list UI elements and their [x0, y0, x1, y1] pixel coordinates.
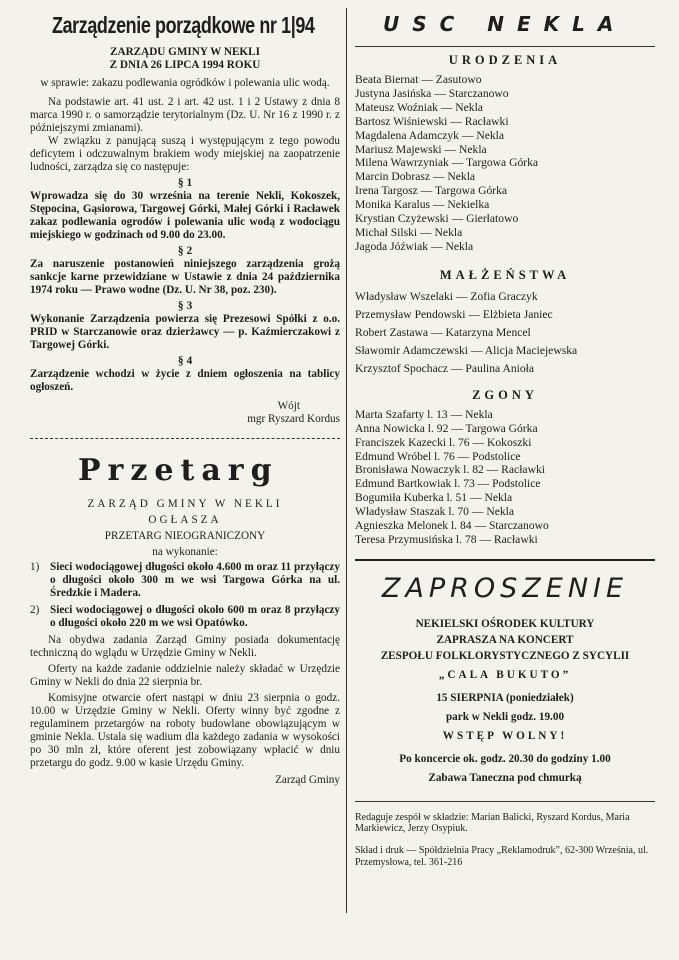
- list-item: Irena Targosz — Targowa Górka: [355, 184, 508, 198]
- issuer-line2: Z DNIA 26 LIPCA 1994 ROKU: [109, 59, 261, 71]
- list-item: Anna Nowicka l. 92 — Targowa Górka: [355, 421, 538, 435]
- list-item: Marcin Dobrasz — Nekla: [355, 170, 476, 184]
- issuer-line1: ZARZĄDU GMINY W NEKLI: [110, 46, 260, 58]
- list-item: Milena Wawrzyniak — Targowa Górka: [355, 156, 539, 170]
- invitation-title: ZAPROSZENIE: [381, 572, 629, 604]
- tender-announces: OGŁASZA: [148, 514, 222, 526]
- list-item: Bartosz Wiśniewski — Racławki: [355, 114, 509, 128]
- list-item: Edmund Bartkowiak l. 73 — Podstolice: [355, 477, 541, 491]
- section-divider-left: [30, 438, 340, 439]
- list-item: Sławomir Adamczewski — Alicja Maciejewska: [355, 343, 578, 357]
- list-item: Monika Karalus — Nekielka: [355, 198, 490, 212]
- ordinance-subject: w sprawie: zakazu podlewania ogródków i polewania ulic wodą.: [40, 77, 330, 89]
- list-item: Jagoda Jóźwiak — Nekla: [355, 239, 474, 253]
- footer-divider: [355, 801, 655, 802]
- tender-for: na wykonanie:: [152, 546, 218, 558]
- list-item: Mariusz Majewski — Nekla: [355, 142, 487, 156]
- editorial-credits: Redaguje zespół w składzie: Marian Balicki, Ryszard Kordus, Maria Markiewicz, Jerzy Osypiuk.: [355, 811, 630, 835]
- list-item: Robert Zastawa — Katarzyna Mencel: [355, 325, 531, 339]
- par2-text: Za naruszenie postanowień niniejszego zarządzenia grożą sankcje karne przewidziane w Ustawie z dnia 24 października 1974 roku — Prawo wodne (Dz. U. Nr 38, poz. 230).: [30, 258, 340, 296]
- usc-divider: [355, 46, 655, 47]
- par2-mark: § 2: [177, 245, 193, 257]
- signature-name: mgr Ryszard Kordus: [247, 413, 340, 425]
- list-item: [30, 561, 340, 600]
- item-number: 1): [30, 561, 40, 573]
- list-item: Marta Szafarty l. 13 — Nekla: [355, 407, 493, 421]
- par4-text: Zarządzenie wchodzi w życie z dniem ogłoszenia na tablicy ogłoszeń.: [30, 368, 340, 393]
- list-item: Władysław Wszelaki — Zofia Graczyk: [355, 289, 538, 303]
- deaths-header: ZGONY: [472, 387, 538, 402]
- ordinance-title: Zarządzenie porządkowe nr 1|94: [52, 12, 315, 38]
- par1-mark: § 1: [177, 177, 193, 189]
- invitation-line1: NEKIELSKI OŚRODEK KULTURY: [415, 617, 595, 630]
- tender-org: ZARZĄD GMINY W NEKLI: [87, 498, 283, 510]
- tender-p2: Oferty na każde zadanie oddzielnie należy składać w Urzędzie Gminy w Nekli do dnia 22 sierpnia br.: [30, 663, 340, 688]
- list-item: Edmund Wróbel l. 76 — Podstolice: [355, 449, 521, 463]
- par3-mark: § 3: [177, 300, 193, 312]
- births-header: URODZENIA: [448, 53, 562, 67]
- list-item: Bogumiła Kuberka l. 51 — Nekla: [355, 491, 513, 505]
- marriages-list: [355, 288, 655, 378]
- invitation-divider: [355, 559, 655, 561]
- list-item: Franciszek Kazecki l. 76 — Kokoszki: [355, 435, 532, 449]
- list-item: Mateusz Woźniak — Nekla: [355, 100, 483, 114]
- tender-items: [30, 561, 340, 630]
- right-column: [355, 8, 655, 878]
- ordinance-intro2: W związku z panującą suszą i występującym z tego powodu deficytem i odczuwalnym brakiem wody miejskiej na zaopatrzenie ludności, zarządza się co następuje:: [30, 135, 340, 173]
- invitation-line8: Po koncercie ok. godz. 20.30 do godziny 1.00: [399, 752, 611, 765]
- item-text: Sieci wodociągowej o długości około 600 m oraz 8 przyłączy o długości około 220 m we wsi Opatówko.: [50, 604, 340, 629]
- tender-title: Przetarg: [78, 453, 279, 488]
- invitation-line6: park w Nekli godz. 19.00: [445, 710, 565, 723]
- column-divider: [346, 8, 347, 913]
- invitation-line3: ZESPOŁU FOLKLORYSTYCZNEGO Z SYCYLII: [380, 649, 630, 662]
- list-item: Bronisława Nowaczyk l. 82 — Racławki: [355, 463, 545, 477]
- list-item: Władysław Staszak l. 70 — Nekla: [355, 505, 515, 519]
- tender-signature: Zarząd Gminy: [275, 774, 340, 786]
- signature-role: Wójt: [277, 400, 300, 412]
- tender-p1: Na obydwa zadania Zarząd Gminy posiada dokumentację techniczną do wglądu w Urzędzie Gminy w Nekli.: [30, 634, 340, 659]
- par1-text: Wprowadza się do 30 września na terenie Nekli, Kokoszek, Stępocina, Gąsiorowa, Targowej Górki, Małej Górki i Racławek zakaz podlewania ogrodów i polewania ulic wodą z wodociągu miejskiego w godzinach od 9.00 do 23.00.: [30, 190, 340, 241]
- usc-title: USC NEKLA: [383, 12, 627, 36]
- list-item: Michał Silski — Nekla: [355, 225, 463, 239]
- ordinance-intro1: Na podstawie art. 41 ust. 2 i art. 42 ust. 1 i 2 Ustawy z dnia 8 marca 1990 r. o samorządzie terytorialnym (Dz. U. Nr 16 z 1990 r. z późniejszymi zmianami).: [30, 96, 340, 134]
- left-column: [30, 8, 340, 787]
- invitation-line5: 15 SIERPNIA (poniedziałek): [436, 691, 574, 704]
- list-item: Krzysztof Spochacz — Paulina Anioła: [355, 361, 535, 375]
- list-item: Beata Biernat — Zasutowo: [355, 73, 482, 86]
- invitation-line4: „CALA BUKUTO”: [438, 668, 572, 681]
- invitation-line9: Zabawa Taneczna pod chmurką: [428, 771, 582, 784]
- invitation-line7: WSTĘP WOLNY!: [442, 729, 568, 742]
- list-item: Justyna Jasińska — Starczanowo: [355, 86, 509, 100]
- item-text: Sieci wodociągowej długości około 4.600 m oraz 11 przyłączy o długości około 300 m we wsi Targowa Górka na ul. Średzkie i Madera.: [50, 561, 340, 599]
- list-item: Przemysław Pendowski — Elżbieta Janiec: [355, 307, 553, 321]
- print-credits: Skład i druk — Spółdzielnia Pracy „Reklamodruk”, 62-300 Września, ul. Przemysłowa, tel. 361-216: [355, 845, 649, 868]
- list-item: Agnieszka Melonek l. 84 — Starczanowo: [355, 519, 549, 533]
- births-list: [355, 73, 655, 254]
- list-item: [30, 604, 340, 630]
- item-number: 2): [30, 604, 40, 616]
- list-item: Magdalena Adamczyk — Nekla: [355, 128, 505, 142]
- tender-type: PRZETARG NIEOGRANICZONY: [104, 530, 266, 542]
- par4-mark: § 4: [177, 355, 193, 367]
- tender-p3: Komisyjne otwarcie ofert nastąpi w dniu 23 sierpnia o godz. 10.00 w Urzędzie Gminy w Nekli. Oferty winny być zgodne z regulaminem przetargów na roboty budowlane obowiązującym w gminie Nekla. Ustala się wadium dla każdego zadania w wysokości po 30 mln zł, które oferent jest zobowiązany wpłacić w dniu przetargu do godz. 9.00 w kasie Urzędu Gminy.: [30, 692, 340, 769]
- list-item: Krystian Czyżewski — Gierłatowo: [355, 212, 519, 226]
- marriages-header: MAŁŻEŃSTWA: [439, 267, 571, 282]
- invitation-line2: ZAPRASZA NA KONCERT: [436, 633, 574, 646]
- par3-text: Wykonanie Zarządzenia powierza się Prezesowi Spółki z o.o. PRID w Starczanowie oraz dzierżawcy — p. Kaźmierczakowi z Targowej Górki.: [30, 313, 340, 351]
- deaths-list: [355, 408, 655, 547]
- list-item: Teresa Przymusińska l. 78 — Racławki: [355, 532, 538, 546]
